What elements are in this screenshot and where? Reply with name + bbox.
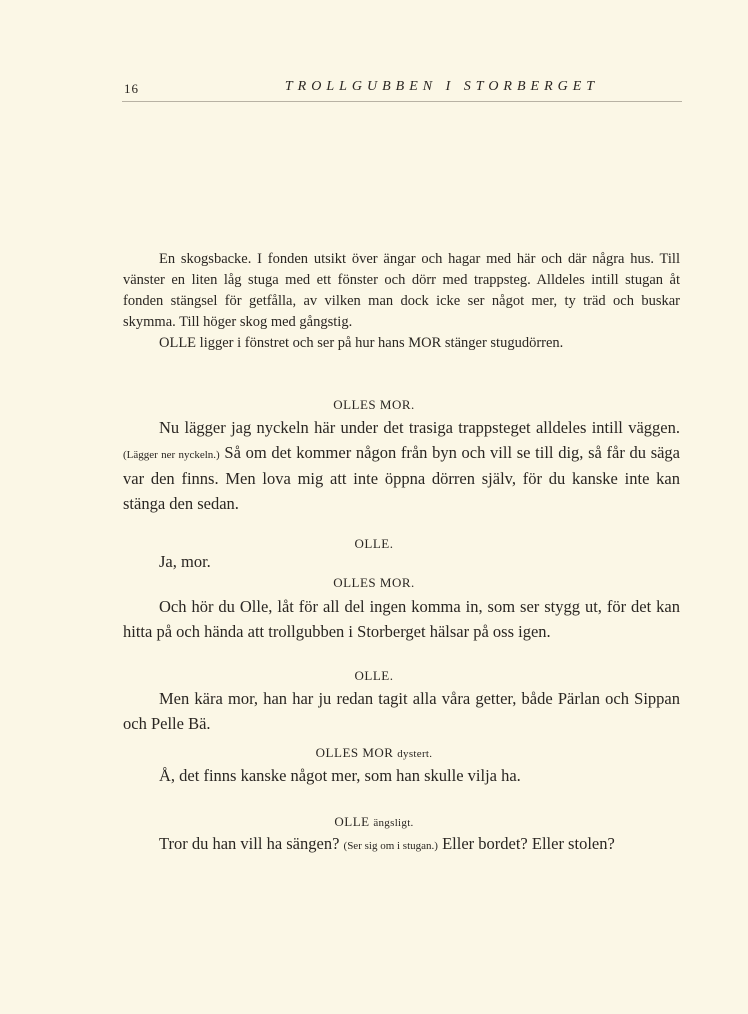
- speech-block: [123, 595, 680, 644]
- speech-block: [123, 832, 680, 859]
- speech-text: Tror du han vill ha sängen? (Ser sig om i stugan.) Eller bordet? Eller stolen?: [159, 834, 615, 853]
- running-title: TROLLGUBBEN I STORBERGET: [284, 79, 600, 94]
- speaker-direction: ängsligt.: [373, 817, 414, 829]
- speaker-name: OLLES MOR: [315, 745, 394, 760]
- speaker-name: OLLE: [334, 814, 370, 829]
- speaker-name: OLLES MOR.: [333, 575, 415, 590]
- speech-text: Ja, mor.: [159, 552, 211, 571]
- speaker-label: [0, 745, 748, 761]
- speech-block: [123, 764, 680, 789]
- speaker-label: [0, 668, 748, 684]
- speech-block: [123, 550, 680, 575]
- stage-direction-paragraph: En skogsbacke. I fonden utsikt över ängar och hagar med här och där några hus. Till vänster en liten låg stuga med ett fönster och dörr med trappsteg. Alldeles intill stugan åt fonden stängsel för getfålla, av vilken man dock icke ser något mer, ty träd och buskar skymma. Till höger skog med gångstig.: [123, 251, 680, 330]
- page-number: 16: [124, 81, 139, 96]
- speech-block: [123, 687, 680, 736]
- speech-text: Och hör du Olle, låt för all del ingen komma in, som ser stygg ut, för det kan hitta på och hända att trollgubben i Storberget hälsar på oss igen.: [123, 597, 680, 641]
- speech-block: [123, 416, 680, 516]
- speaker-name: OLLES MOR.: [333, 397, 415, 412]
- speaker-label: [0, 814, 748, 830]
- speaker-label: [0, 397, 748, 413]
- speaker-name: OLLE.: [354, 668, 394, 683]
- speech-text: Men kära mor, han har ju redan tagit alla våra getter, både Pärlan och Sippan och Pelle Bä.: [123, 689, 680, 733]
- speech-text: Å, det finns kanske något mer, som han skulle vilja ha.: [159, 766, 521, 785]
- speaker-label: [0, 575, 748, 591]
- stage-aside: (Ser sig om i stugan.): [343, 840, 438, 852]
- stage-aside: (Lägger ner nyckeln.): [123, 448, 220, 461]
- page-header: [122, 79, 682, 102]
- speaker-name: OLLE.: [354, 536, 394, 551]
- stage-direction-paragraph: OLLE ligger i fönstret och ser på hur hans MOR stänger stugudörren.: [159, 335, 564, 351]
- speech-text: Nu lägger jag nyckeln här under det trasiga trappsteget alldeles intill väggen. (Lägger ner nyckeln.) Så om det kommer någon från byn och vill se till dig, så får du säga var den finns. Men lova mig att inte öppna dörren själv, för du kanske inte kan stänga den sedan.: [123, 418, 681, 513]
- speaker-direction: dystert.: [397, 748, 433, 760]
- stage-direction: [123, 249, 680, 354]
